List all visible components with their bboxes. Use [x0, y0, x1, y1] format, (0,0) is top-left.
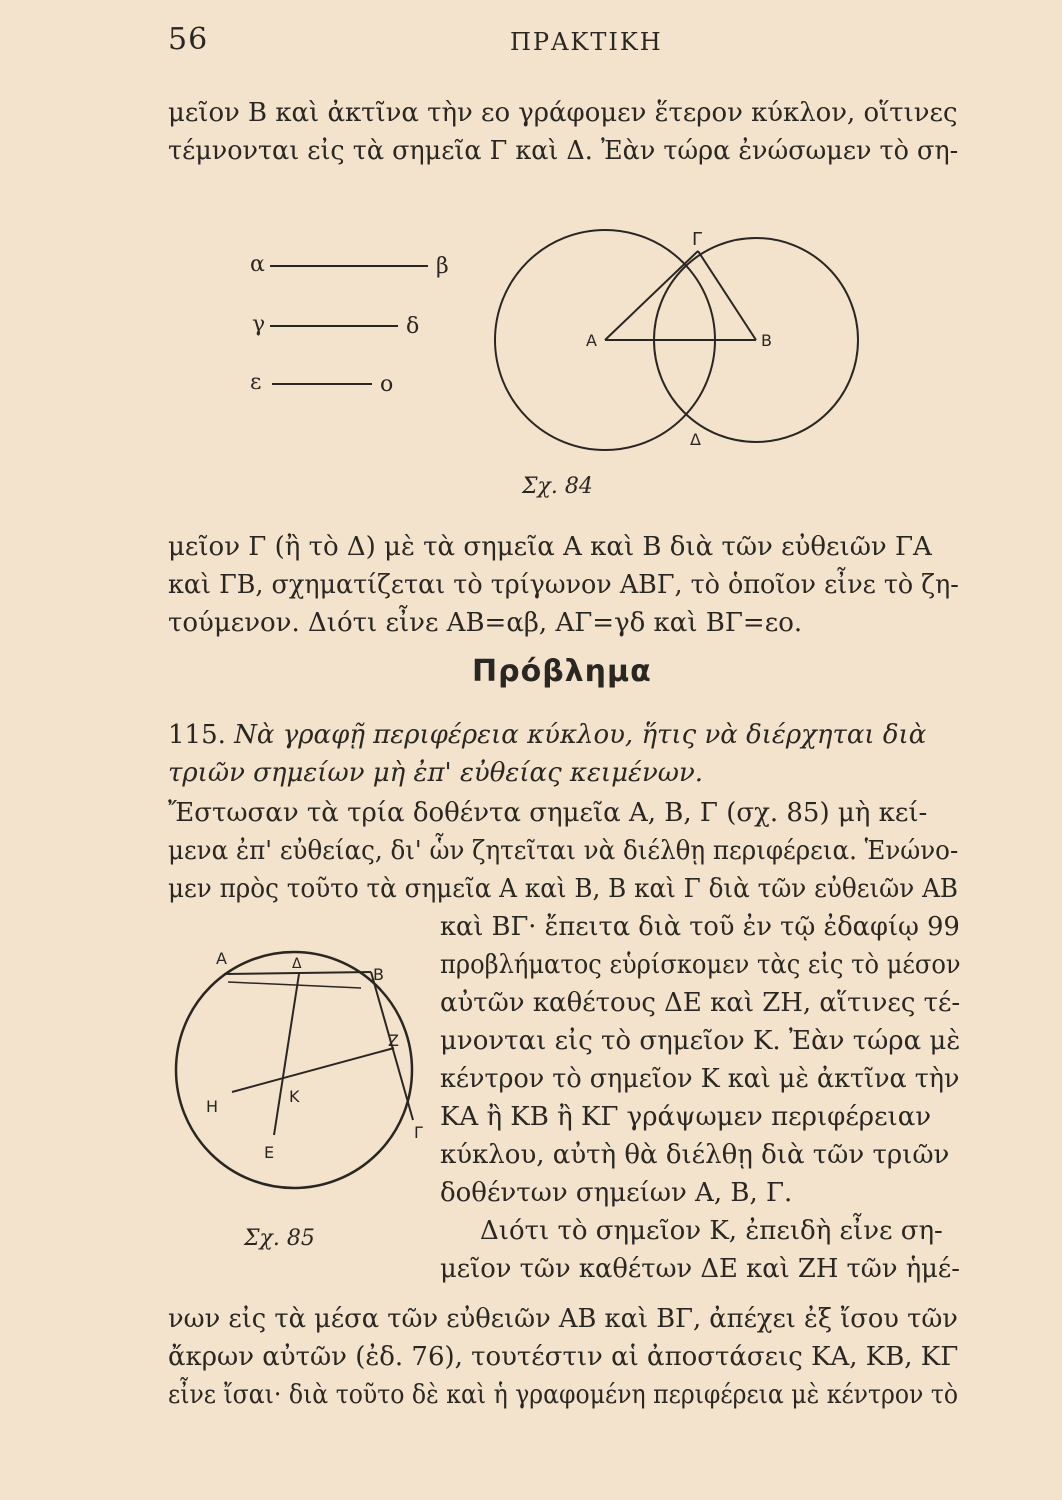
text-line: τέμνονται εἰς τὰ σημεῖα Γ καὶ Δ. Ἐὰν τώρα ἐνώσωμεν τὸ ση-	[168, 136, 959, 166]
perpendicular-zh	[232, 1048, 394, 1092]
figure-85	[166, 930, 436, 1230]
point-label: Κ	[289, 1087, 300, 1106]
problem-statement	[168, 716, 958, 792]
section-heading: Πρόβλημα	[472, 654, 652, 689]
point-label: Γ	[414, 1123, 423, 1142]
point-label: Ε	[264, 1143, 275, 1162]
point-label: Α	[216, 949, 227, 968]
text-line: κύκλου, αὐτὴ θὰ διέλθῃ διὰ τῶν τριῶν	[440, 1140, 950, 1170]
point-label: Α	[586, 331, 597, 350]
figure-85-caption: Σχ. 85	[244, 1226, 315, 1251]
point-label: Δ	[292, 956, 302, 972]
text-line: νων εἰς τὰ μέσα τῶν εὐθειῶν ΑΒ καὶ ΒΓ, ἀπέχει ἐξ ἴσου τῶν	[168, 1304, 958, 1334]
segment-label: α	[250, 252, 265, 277]
circle-through-three-points	[166, 930, 436, 1230]
text-line: κέντρον τὸ σημεῖον Κ καὶ μὲ ἀκτῖνα τὴν	[440, 1064, 960, 1094]
problem-number: 115.	[168, 720, 226, 750]
text-line: μεῖον Β καὶ ἀκτῖνα τὴν εο γράφομεν ἕτερον κύκλον, οἵτινες	[168, 98, 958, 128]
text-line: προβλήματος εὑρίσκομεν τὰς εἰς τὸ μέσον	[440, 950, 961, 980]
point-label: Η	[206, 1097, 219, 1116]
point-label: Δ	[690, 430, 701, 449]
text-line: δοθέντων σημείων Α, Β, Γ.	[440, 1178, 793, 1208]
text-line: αὐτῶν καθέτους ΔΕ καὶ ΖΗ, αἵτινες τέ-	[440, 988, 961, 1018]
problem-text: Νὰ γραφῇ περιφέρεια κύκλου, ἥτις νὰ διέρχηται διὰ	[234, 720, 927, 750]
paragraph-construction	[168, 794, 958, 908]
text-line: Ἔστωσαν τὰ τρία δοθέντα σημεῖα Α, Β, Γ (σχ. 85) μὴ κεί-	[168, 798, 928, 828]
page-number: 56	[168, 22, 209, 57]
paragraph-intro	[168, 94, 958, 170]
text-line: μεῖον τῶν καθέτων ΔΕ καὶ ΖΗ τῶν ἡμέ-	[440, 1254, 961, 1284]
figure-84-caption: Σχ. 84	[522, 474, 593, 499]
segment-label: β	[436, 254, 449, 279]
segment-label: δ	[406, 314, 420, 339]
text-line: τούμενον. Διότι εἶνε ΑΒ=αβ, ΑΓ=γδ καὶ ΒΓ=εο.	[168, 608, 803, 638]
text-line: ἄκρων αὐτῶν (ἐδ. 76), τουτέστιν αἱ ἀποστάσεις ΚΑ, ΚΒ, ΚΓ	[168, 1342, 959, 1372]
text-line	[168, 716, 958, 754]
point-label: Β	[761, 331, 772, 350]
point-label: Ζ	[388, 1031, 399, 1050]
chord-ab-inner	[228, 982, 361, 988]
text-line: ΚΑ ἢ ΚΒ ἢ ΚΓ γράψωμεν περιφέρειαν	[440, 1102, 932, 1132]
chord-ab	[224, 972, 371, 974]
running-title: ΠΡΑΚΤΙΚΗ	[510, 28, 663, 56]
text-line: μενα ἐπ' εὐθείας, δι' ὧν ζητεῖται νὰ διέλθῃ περιφέρεια. Ἑνώνο-	[168, 836, 959, 866]
circumcircle	[176, 952, 412, 1188]
circles-drawing	[480, 215, 880, 460]
segment-label: ο	[380, 372, 394, 397]
segment-label: γ	[252, 312, 266, 337]
point-label: Γ	[692, 229, 703, 250]
line-ag	[605, 251, 698, 340]
paragraph-construction-cont	[440, 908, 960, 1288]
paragraph-proof	[168, 528, 958, 642]
paragraph-justification	[168, 1300, 958, 1414]
text-line: καὶ ΒΓ· ἔπειτα διὰ τοῦ ἐν τῷ ἐδαφίῳ 99	[440, 912, 960, 942]
text-line: εἶνε ἴσαι· διὰ τοῦτο δὲ καὶ ἡ γραφομένη περιφέρεια μὲ κέντρον τὸ	[168, 1380, 959, 1410]
text-line: Διότι τὸ σημεῖον Κ, ἐπειδὴ εἶνε ση-	[480, 1216, 943, 1246]
text-line: μεν πρὸς τοῦτο τὰ σημεῖα Α καὶ Β, Β καὶ Γ διὰ τῶν εὐθειῶν ΑΒ	[168, 874, 958, 904]
perpendicular-de	[274, 974, 299, 1135]
segment-label: ε	[250, 370, 262, 395]
text-line: μνονται εἰς τὸ σημεῖον Κ. Ἐὰν τώρα μὲ	[440, 1026, 961, 1056]
figure-84-circles	[480, 215, 880, 460]
point-label: Β	[373, 965, 384, 984]
text-line: μεῖον Γ (ἢ τὸ Δ) μὲ τὰ σημεῖα Α καὶ Β διὰ τῶν εὐθειῶν ΓΑ	[168, 532, 932, 562]
figure-84-segments	[240, 240, 470, 410]
text-line: τριῶν σημείων μὴ ἐπ' εὐθείας κειμένων.	[168, 758, 704, 788]
line-bg	[698, 251, 756, 340]
text-line: καὶ ΓΒ, σχηματίζεται τὸ τρίγωνον ΑΒΓ, τὸ ὁποῖον εἶνε τὸ ζη-	[168, 570, 959, 600]
